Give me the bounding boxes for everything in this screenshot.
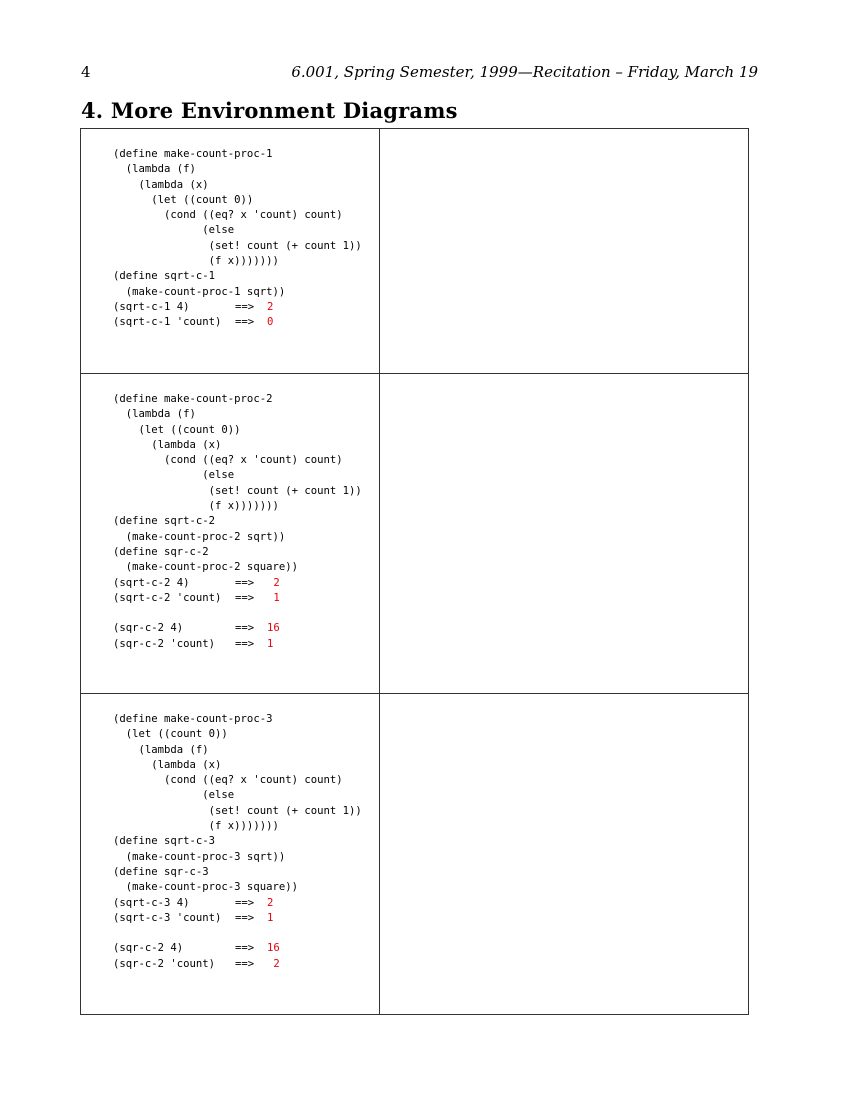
result-value: 1 <box>267 911 274 924</box>
result-line <box>113 896 379 911</box>
results-group <box>113 896 379 927</box>
result-arrow: ==> <box>235 316 255 329</box>
result-value: 0 <box>267 316 274 329</box>
result-arrow: ==> <box>235 942 255 955</box>
result-line <box>113 591 379 606</box>
result-expression: (sqr-c-2 'count) <box>113 637 216 650</box>
results-group <box>113 941 379 972</box>
result-arrow: ==> <box>235 957 255 970</box>
result-line <box>113 957 379 972</box>
result-value: 1 <box>267 637 274 650</box>
result-value: 1 <box>267 591 280 604</box>
grid-row-2 <box>81 374 748 694</box>
result-expression: (sqr-c-2 'count) <box>113 957 216 970</box>
result-value: 16 <box>267 942 280 955</box>
result-line <box>113 621 379 636</box>
code-cell-2 <box>81 374 380 693</box>
result-value: 16 <box>267 622 280 635</box>
environment-diagram-area-1 <box>380 129 748 373</box>
result-line <box>113 576 379 591</box>
result-arrow: ==> <box>235 300 255 313</box>
result-value: 2 <box>267 300 274 313</box>
result-arrow: ==> <box>235 637 255 650</box>
result-line <box>113 637 379 652</box>
result-expression: (sqrt-c-3 'count) <box>113 911 222 924</box>
results-group <box>113 300 379 331</box>
procedure-definition: (define make-count-proc-3 (let ((count 0)) (lambda (f) (lambda (x) (cond ((eq? x 'count) count) (else (set! count (+ count 1)) (f x))))))) <box>113 713 362 833</box>
code-cell-1 <box>81 129 380 373</box>
results-group <box>113 576 379 607</box>
page-number: 4 <box>81 63 91 81</box>
result-line <box>113 941 379 956</box>
procedure-definition: (define make-count-proc-2 (lambda (f) (let ((count 0)) (lambda (x) (cond ((eq? x 'count) count) (else (set! count (+ count 1)) (f x))))))) <box>113 393 362 513</box>
result-line <box>113 315 379 330</box>
procedure-applications: (define sqrt-c-3 (make-count-proc-3 sqrt)) (define sqr-c-3 (make-count-proc-3 square)) <box>113 835 298 894</box>
result-expression: (sqrt-c-2 'count) <box>113 591 222 604</box>
result-value: 2 <box>267 576 280 589</box>
procedure-applications: (define sqrt-c-2 (make-count-proc-2 sqrt)) (define sqr-c-2 (make-count-proc-2 square)) <box>113 515 298 574</box>
result-expression: (sqrt-c-2 4) <box>113 576 190 589</box>
result-arrow: ==> <box>235 622 255 635</box>
results-group <box>113 621 379 652</box>
section-title: 4. More Environment Diagrams <box>81 98 458 123</box>
result-arrow: ==> <box>235 911 255 924</box>
result-expression: (sqr-c-2 4) <box>113 942 184 955</box>
result-arrow: ==> <box>235 576 255 589</box>
result-line <box>113 911 379 926</box>
environment-diagram-area-3 <box>380 694 748 1014</box>
result-expression: (sqr-c-2 4) <box>113 622 184 635</box>
environment-diagram-area-2 <box>380 374 748 693</box>
result-arrow: ==> <box>235 591 255 604</box>
result-arrow: ==> <box>235 896 255 909</box>
result-expression: (sqrt-c-3 4) <box>113 896 190 909</box>
procedure-definition: (define make-count-proc-1 (lambda (f) (lambda (x) (let ((count 0)) (cond ((eq? x 'count) count) (else (set! count (+ count 1)) (f x))))))) <box>113 148 362 268</box>
result-value: 2 <box>267 957 280 970</box>
running-head: 6.001, Spring Semester, 1999—Recitation – Friday, March 19 <box>291 63 758 81</box>
code-cell-3 <box>81 694 380 1014</box>
procedure-applications: (define sqrt-c-1 (make-count-proc-1 sqrt)) <box>113 270 286 298</box>
diagram-grid <box>80 128 749 1015</box>
result-line <box>113 300 379 315</box>
result-expression: (sqrt-c-1 4) <box>113 300 190 313</box>
grid-row-3 <box>81 694 748 1014</box>
grid-row-1 <box>81 129 748 374</box>
result-value: 2 <box>267 896 274 909</box>
result-expression: (sqrt-c-1 'count) <box>113 316 222 329</box>
